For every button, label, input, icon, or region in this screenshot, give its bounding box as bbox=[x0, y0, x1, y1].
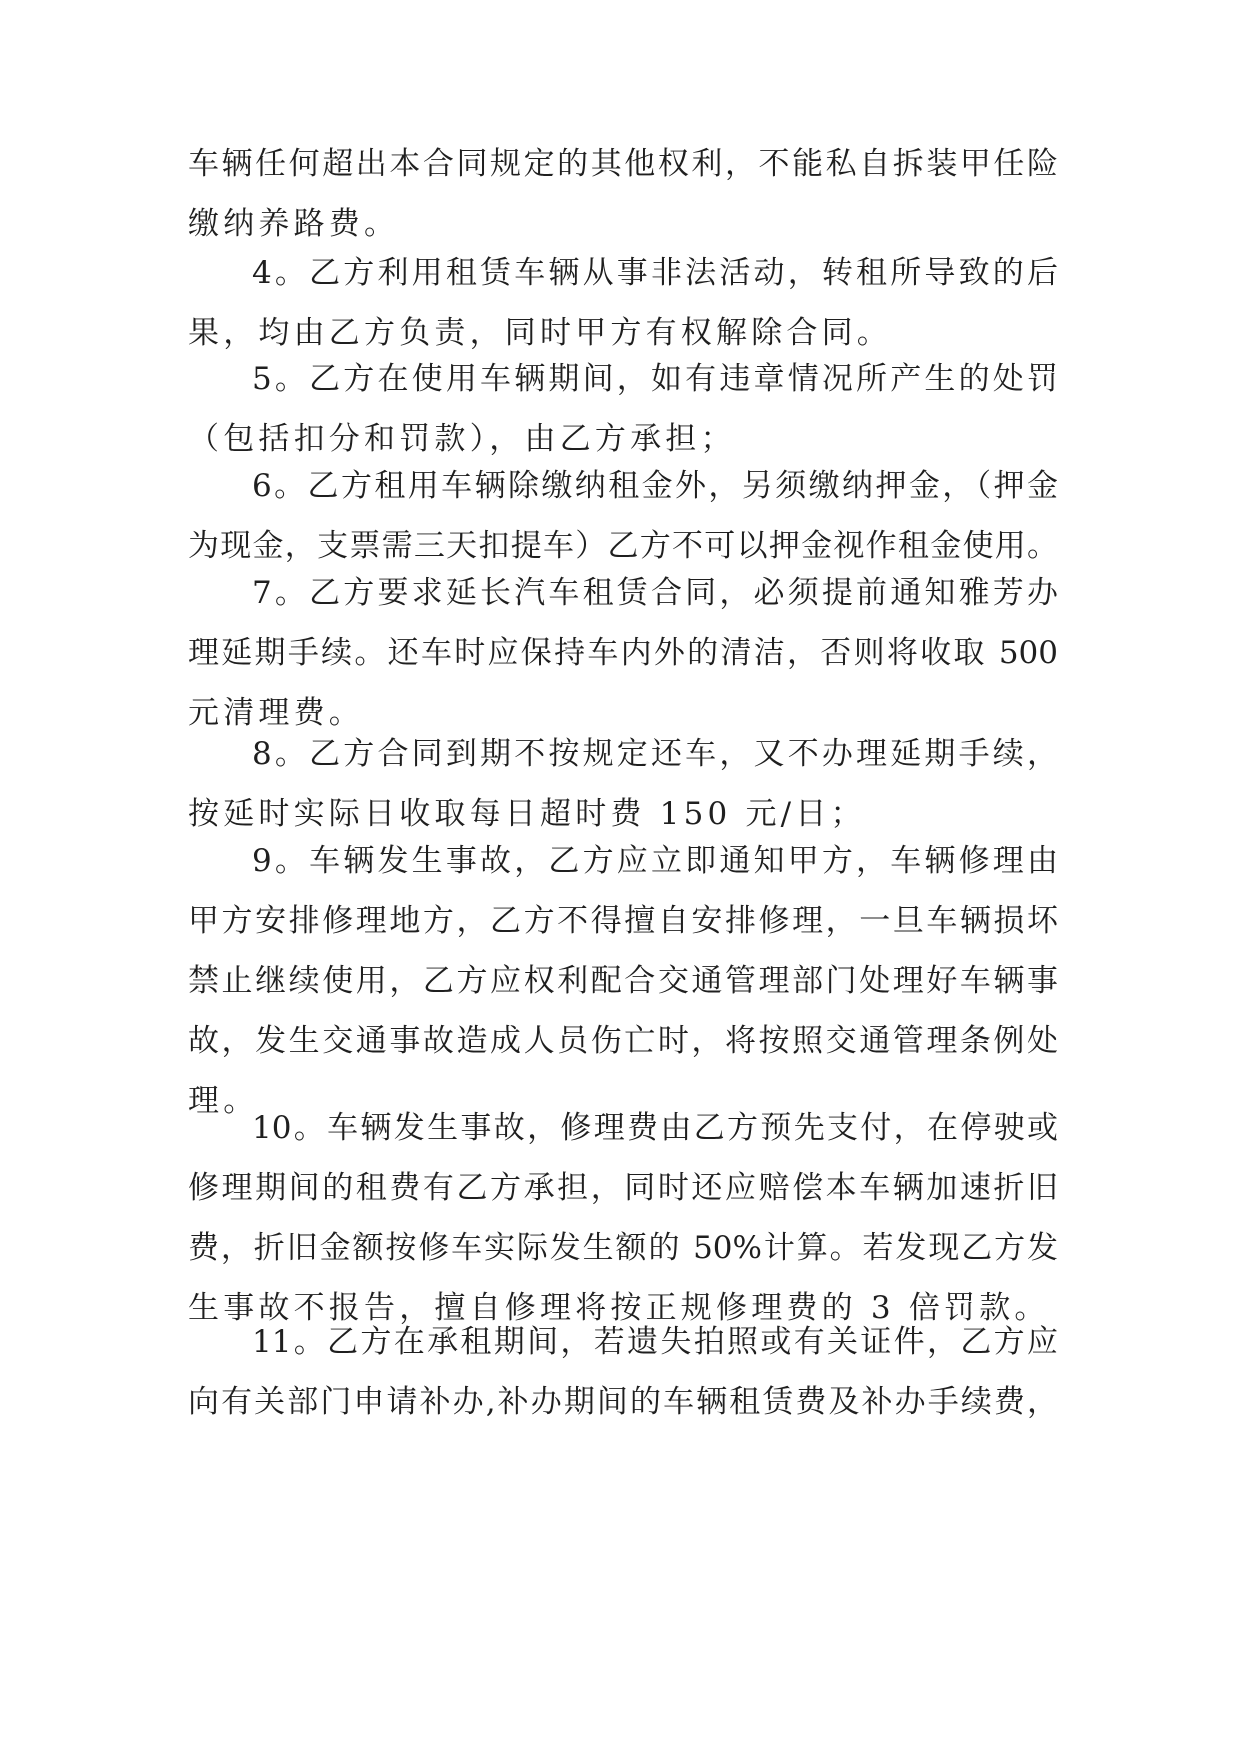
text-line: 生事故不报告，擅自修理将按正规修理费的 3 倍罚款。 bbox=[188, 1290, 1050, 1326]
paragraph-item-4 bbox=[188, 243, 1058, 363]
paragraph-item-8 bbox=[188, 724, 1058, 844]
text-line: 禁止继续使用，乙方应权利配合交通管理部门处理好车辆事 bbox=[188, 963, 1058, 999]
paragraph-item-10 bbox=[188, 1098, 1058, 1338]
text-line: 5。乙方在使用车辆期间，如有违章情况所产生的处罚 bbox=[252, 361, 1058, 397]
text-line: 向有关部门申请补办,补办期间的车辆租赁费及补办手续费， bbox=[188, 1384, 1058, 1420]
text-line: 甲方安排修理地方，乙方不得擅自安排修理，一旦车辆损坏 bbox=[188, 903, 1058, 939]
text-line: 9。车辆发生事故，乙方应立即通知甲方，车辆修理由 bbox=[252, 843, 1058, 879]
text-line: 按延时实际日收取每日超时费 150 元/日； bbox=[188, 796, 866, 832]
paragraph-item-5 bbox=[188, 349, 1058, 469]
text-line: 7。乙方要求延长汽车租赁合同，必须提前通知雅芳办 bbox=[252, 575, 1058, 611]
text-line: （包括扣分和罚款），由乙方承担； bbox=[188, 421, 736, 457]
paragraph-item-11 bbox=[188, 1312, 1058, 1432]
paragraph-continued bbox=[188, 134, 1058, 254]
text-line: 车辆任何超出本合同规定的其他权利，不能私自拆装甲任险 bbox=[188, 146, 1058, 182]
text-line: 修理期间的租费有乙方承担，同时还应赔偿本车辆加速折旧 bbox=[188, 1170, 1058, 1206]
text-line: 费，折旧金额按修车实际发生额的 50%计算。若发现乙方发 bbox=[188, 1230, 1058, 1266]
text-line: 理。 bbox=[188, 1083, 259, 1119]
text-line: 理延期手续。还车时应保持车内外的清洁，否则将收取 500 bbox=[188, 635, 1058, 671]
text-line: 4。乙方利用租赁车辆从事非法活动，转租所导致的后 bbox=[252, 255, 1058, 291]
text-line: 故，发生交通事故造成人员伤亡时，将按照交通管理条例处 bbox=[188, 1023, 1058, 1059]
paragraph-item-9 bbox=[188, 831, 1058, 1131]
text-line: 10。车辆发生事故，修理费由乙方预先支付，在停驶或 bbox=[252, 1110, 1058, 1146]
text-line: 为现金，支票需三天扣提车）乙方不可以押金视作租金使用。 bbox=[188, 528, 1058, 564]
text-line: 缴纳养路费。 bbox=[188, 206, 400, 242]
paragraph-item-6 bbox=[188, 456, 1058, 576]
text-line: 8。乙方合同到期不按规定还车，又不办理延期手续， bbox=[252, 736, 1058, 772]
paragraph-item-7 bbox=[188, 563, 1058, 743]
text-line: 11。乙方在承租期间，若遗失拍照或有关证件，乙方应 bbox=[252, 1324, 1058, 1360]
text-line: 元清理费。 bbox=[188, 695, 364, 731]
text-line: 果，均由乙方负责，同时甲方有权解除合同。 bbox=[188, 315, 892, 351]
text-line: 6。乙方租用车辆除缴纳租金外，另须缴纳押金，（押金 bbox=[252, 468, 1058, 504]
